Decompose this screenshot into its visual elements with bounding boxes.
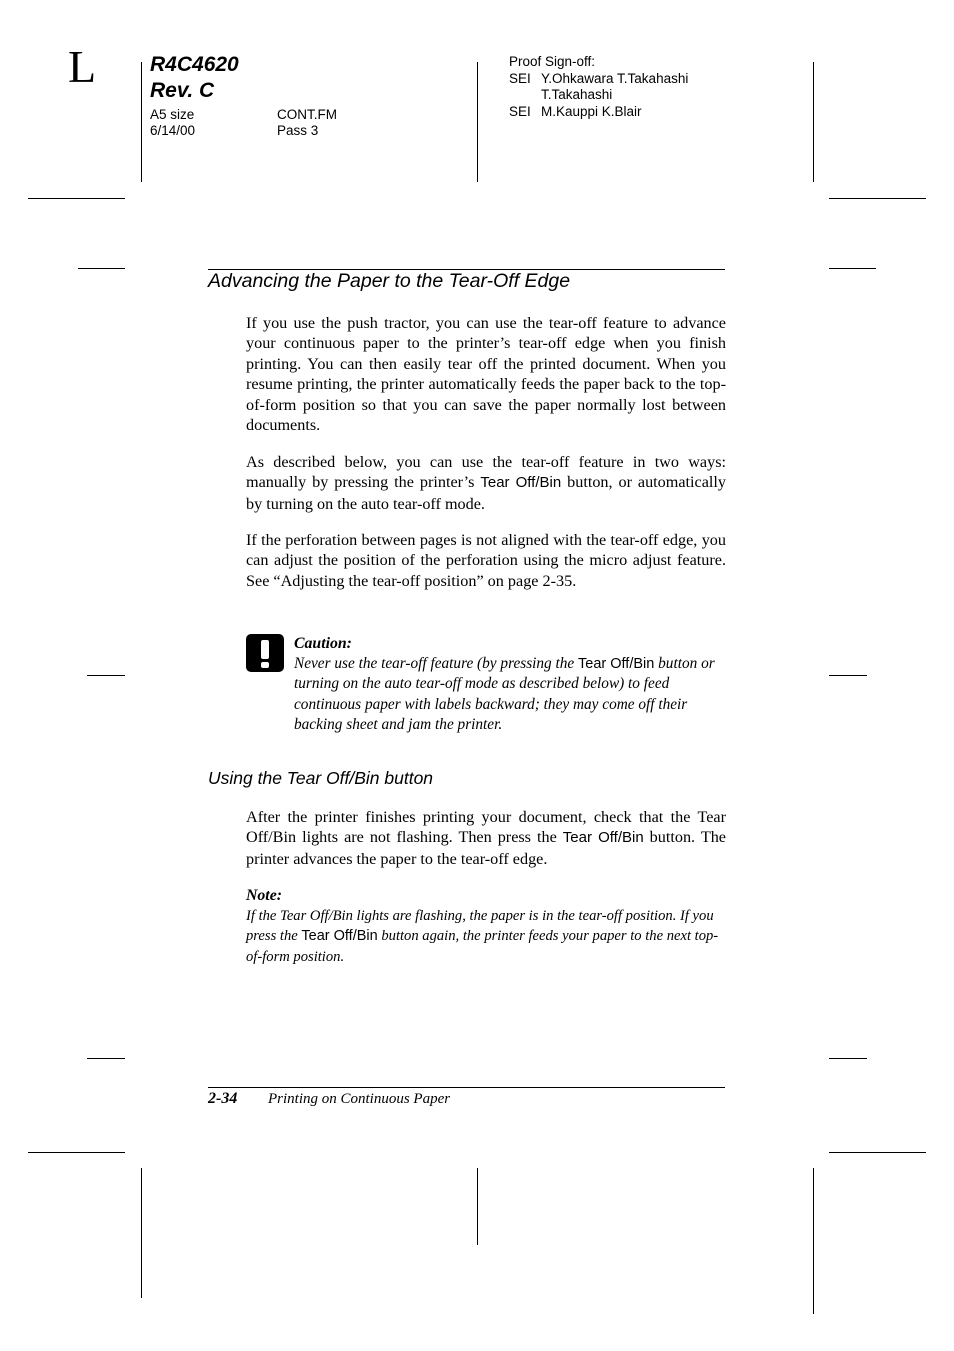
tear-off-bin-button-label: Tear Off/Bin xyxy=(562,829,644,847)
paragraph: After the printer finishes printing your document, check that the Tear Off/Bin lights are not flashing. Then press the Tear Off/Bin button. The printer advances the paper to the tear-off edge. xyxy=(246,808,726,868)
date: 6/14/00 xyxy=(150,123,196,138)
file-name: CONT.FM xyxy=(277,107,337,122)
caution-label: Caution: xyxy=(294,635,352,652)
crop-mark xyxy=(28,1152,125,1153)
crop-mark xyxy=(477,62,478,182)
footer-rule xyxy=(208,1087,725,1088)
crop-mark xyxy=(829,675,867,676)
corner-letter: L xyxy=(68,41,97,92)
tear-off-bin-button-label: Tear Off/Bin xyxy=(301,928,378,945)
signoff-org: SEI xyxy=(509,71,531,86)
crop-mark xyxy=(813,1168,814,1314)
crop-mark xyxy=(141,62,142,182)
size-label: A5 size xyxy=(150,107,195,122)
signoff-org: SEI xyxy=(509,104,531,119)
page-number: 2-34 xyxy=(208,1090,238,1107)
revision: Rev. C xyxy=(150,79,215,102)
caution-icon xyxy=(246,634,284,672)
paragraph: If the perforation between pages is not aligned with the tear-off edge, you can adjust the position of the perforation using the micro adjust feature. See “Adjusting the tear-off position” on page 2-35. xyxy=(246,531,726,590)
signoff-names: T.Takahashi xyxy=(541,87,613,102)
tear-off-bin-button-label: Tear Off/Bin xyxy=(578,656,655,672)
crop-mark xyxy=(141,1168,142,1298)
caution-text: Never use the tear-off feature (by pressing the Tear Off/Bin button or turning on the auto tear-off mode as described below) to feed continuous paper with labels backward; they may come off their backing sheet and jam the printer. xyxy=(294,655,715,734)
tear-off-bin-button-label: Tear Off/Bin xyxy=(480,474,562,492)
crop-mark xyxy=(829,1058,867,1059)
crop-mark xyxy=(477,1168,478,1245)
crop-mark xyxy=(813,62,814,182)
section-heading: Advancing the Paper to the Tear-Off Edge xyxy=(208,270,571,292)
signoff-names: Y.Ohkawara T.Takahashi xyxy=(541,71,689,86)
proof-signoff-label: Proof Sign-off: xyxy=(509,54,596,69)
paragraph: If you use the push tractor, you can use the tear-off feature to advance your continuous paper to the printer’s tear-off edge when you finish printing. You can then easily tear off the printed document. When you resume printing, the printer automatically feeds the paper back to the top-of-form position so that you can save the paper normally lost between documents. xyxy=(246,314,726,435)
model-name: R4C4620 xyxy=(150,53,239,76)
model-revision xyxy=(150,52,239,104)
crop-mark xyxy=(829,1152,926,1153)
signoff-names: M.Kauppi K.Blair xyxy=(541,104,642,119)
crop-mark xyxy=(28,198,125,199)
crop-mark xyxy=(78,268,125,269)
crop-mark xyxy=(87,1058,125,1059)
crop-mark xyxy=(87,675,125,676)
crop-mark xyxy=(829,268,876,269)
crop-mark xyxy=(829,198,926,199)
subsection-heading: Using the Tear Off/Bin button xyxy=(208,768,434,788)
paragraph: As described below, you can use the tear-off feature in two ways: manually by pressing the printer’s Tear Off/Bin button, or automatically by turning on the auto tear-off mode. xyxy=(246,453,727,513)
note-text: If the Tear Off/Bin lights are flashing, the paper is in the tear-off position. If you press the Tear Off/Bin button again, the printer feeds your paper to the next top-of-form position. xyxy=(246,908,719,965)
chapter-title: Printing on Continuous Paper xyxy=(268,1091,451,1107)
note-label: Note: xyxy=(246,887,282,904)
pass: Pass 3 xyxy=(277,123,319,138)
